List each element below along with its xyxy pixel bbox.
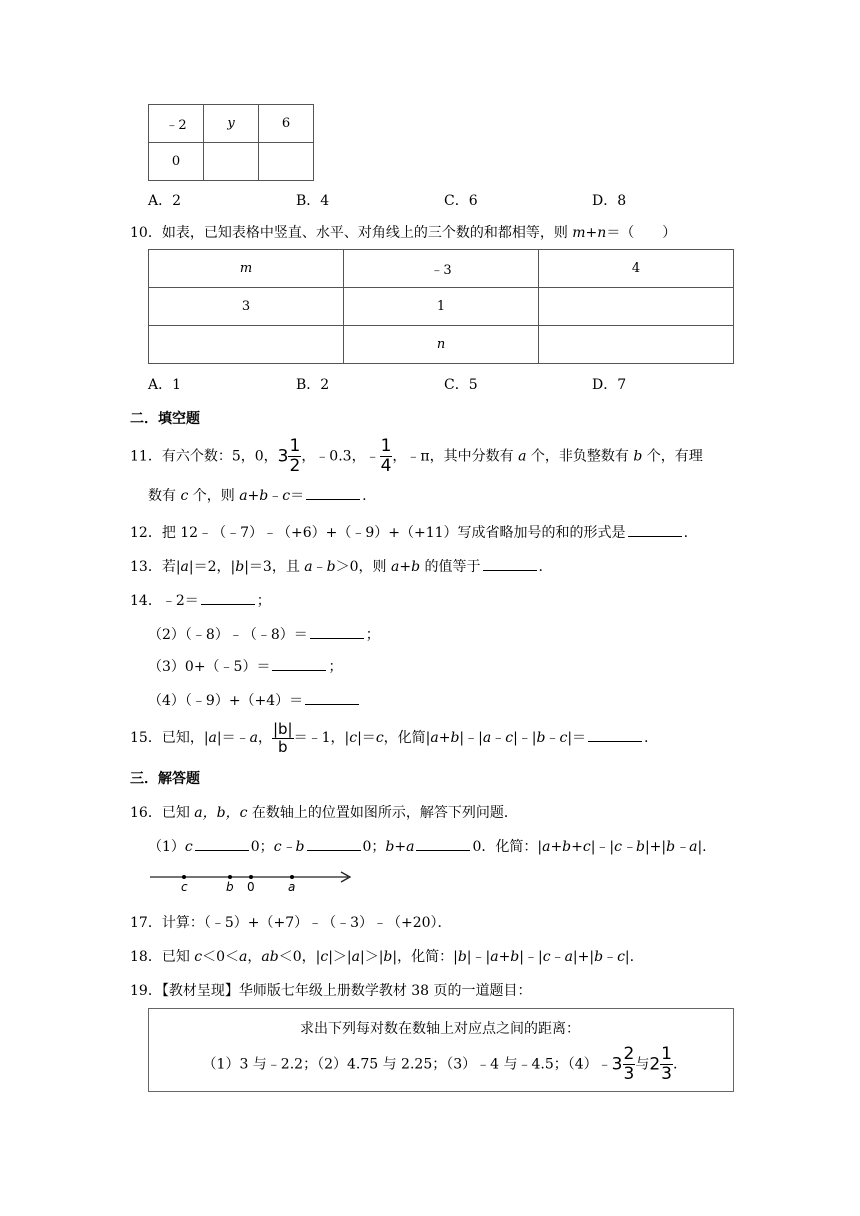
section-title-answer: 三．解答题 <box>130 771 200 787</box>
fraction <box>623 1046 636 1083</box>
q17-text: 计算：（﹣5）+（+7）﹣（﹣3）﹣（+20）． <box>161 915 452 931</box>
var: a <box>208 730 217 746</box>
q16-part1 <box>148 836 707 856</box>
q10-cell: n <box>344 326 539 364</box>
var: b <box>594 949 604 965</box>
fraction <box>272 719 294 756</box>
q9-cell <box>204 143 259 181</box>
expr: a+b <box>239 488 269 504</box>
q10-text: 如表，已知表格中竖直、水平、对角线上的三个数的和都相等，则 <box>161 225 573 241</box>
q10-table <box>148 249 734 364</box>
answer-blank[interactable] <box>306 498 360 500</box>
q15-text: |﹣| <box>459 730 483 746</box>
q18-text: |＞| <box>359 949 384 965</box>
q10-cell <box>539 288 734 326</box>
box-text: 与 <box>635 1056 650 1073</box>
var: a <box>239 949 248 965</box>
point-c <box>182 875 186 879</box>
question-number: 12． <box>130 525 162 541</box>
q18-text: ， <box>247 949 262 965</box>
q13-text: ＞0，则 <box>335 559 387 575</box>
q11-text: ，﹣0.3，﹣ <box>301 448 380 465</box>
fraction-denominator: b <box>278 737 288 756</box>
answer-blank[interactable] <box>588 740 642 742</box>
q10-cell: 3 <box>149 288 344 326</box>
q18 <box>130 946 634 966</box>
q13-text: 的值等于 <box>424 559 481 575</box>
expr: c <box>559 730 568 746</box>
q19-text: 【教材呈现】华师版七年级上册数学教材 38 页的一道题目： <box>161 983 532 999</box>
question-number: 11． <box>130 448 162 465</box>
question-number: 13． <box>130 559 162 575</box>
number-line-figure <box>148 866 358 894</box>
q11-text: 个，则 <box>192 488 235 504</box>
q11-text: ，﹣π，其中分数有 <box>392 448 514 465</box>
var: a，b，c <box>194 805 248 821</box>
q16-text: （1） <box>148 839 185 855</box>
var: c <box>349 730 358 746</box>
q9-table <box>148 104 314 181</box>
q11-text: 数有 <box>148 488 176 504</box>
q14-text: ﹣2＝ <box>161 593 199 609</box>
var: c <box>375 730 384 746</box>
q9-option-c: C．6 <box>444 193 478 209</box>
question-number: 18． <box>130 949 162 965</box>
q18-text: 已知 <box>161 949 190 965</box>
q10-option-a: A．1 <box>148 377 182 393</box>
point-b <box>228 875 232 879</box>
q16-text: |+| <box>644 839 667 855</box>
q11-text: 有六个数：5，0， <box>161 448 278 465</box>
q14-text: （2）（﹣8）﹣（﹣8）＝ <box>148 627 308 643</box>
expr: a+b <box>391 559 421 575</box>
fraction-numerator: 1 <box>380 436 392 456</box>
expr: a+b+c <box>542 839 591 855</box>
q10-option-c: C．5 <box>444 377 478 393</box>
q9-option-b: B．4 <box>296 193 330 209</box>
var: a <box>518 448 527 465</box>
axis-label-b: b <box>226 880 234 894</box>
question-number: 17． <box>130 915 162 931</box>
var: a <box>564 949 573 965</box>
q10-cell <box>539 326 734 364</box>
answer-blank[interactable] <box>272 669 326 671</box>
q16-text: 0； <box>362 839 386 855</box>
q10-option-b: B．2 <box>296 377 330 393</box>
q16-text: |. <box>697 839 707 855</box>
var: c <box>542 949 551 965</box>
var: ab <box>261 949 279 965</box>
q10-stem <box>130 222 676 242</box>
q14-line1 <box>130 590 271 610</box>
var: c <box>184 839 193 855</box>
answer-blank[interactable] <box>305 703 359 705</box>
expr: c﹣b <box>614 839 645 855</box>
expr: c﹣b <box>273 839 305 855</box>
q9-cell: y <box>204 105 259 143</box>
fraction-numerator: |b| <box>272 719 293 738</box>
fraction <box>288 438 301 475</box>
q10-var: m+n <box>572 225 607 241</box>
q15-text: ﹣ <box>491 730 506 746</box>
point-a <box>290 875 294 879</box>
q13-text: ﹣ <box>312 559 327 575</box>
expr: c <box>505 730 514 746</box>
axis-label-zero: 0 <box>247 880 255 894</box>
question-number: 14． <box>130 593 162 609</box>
var: b <box>457 949 467 965</box>
q18-text: |＞| <box>328 949 352 965</box>
q18-text: |﹣| <box>519 949 543 965</box>
q9-option-d: D．8 <box>592 193 627 209</box>
section-title-fill-in: 二．填空题 <box>130 411 200 427</box>
q16-text: 在数轴上的位置如图所示，解答下列问题． <box>251 805 518 821</box>
fraction-denominator: 2 <box>289 456 301 476</box>
q14-line4 <box>148 690 361 710</box>
q15-text: ，化简| <box>383 730 431 746</box>
q15-text: |＝﹣ <box>216 730 250 746</box>
q13-text: |＝2，| <box>188 559 236 575</box>
mixed-whole: 3 <box>611 1054 623 1075</box>
q17 <box>130 912 452 932</box>
mixed-whole: 3 <box>277 446 289 467</box>
q19-stem <box>130 980 532 1000</box>
q9-cell <box>259 143 314 181</box>
box-text: （1）3 与﹣2.2；（2）4.75 与 2.25；（3）﹣4 与﹣4.5；（4）﹣ <box>202 1056 612 1073</box>
q9-option-a: A．2 <box>148 193 182 209</box>
q9-cell: 6 <box>259 105 314 143</box>
q11-line2 <box>148 485 367 505</box>
answer-blank[interactable] <box>201 603 255 605</box>
q15-text: ， <box>257 730 272 746</box>
fraction <box>380 438 393 475</box>
q11-text: 个，非负整数有 <box>530 448 629 465</box>
question-number: 10． <box>130 225 162 241</box>
var: a <box>180 559 189 575</box>
q18-text: |﹣| <box>466 949 491 965</box>
q18-text: ＜0＜ <box>202 949 240 965</box>
q16-text: 已知 <box>161 805 190 821</box>
q13 <box>130 556 543 576</box>
question-number: 19． <box>130 983 162 999</box>
q15-text: |﹣| <box>513 730 537 746</box>
fraction-denominator: 3 <box>661 1064 672 1084</box>
fraction-denominator: 4 <box>380 456 392 476</box>
q18-text: ﹣ <box>603 949 618 965</box>
var: c <box>617 949 625 965</box>
q12-text: . <box>683 525 689 541</box>
fraction-denominator: 3 <box>623 1064 635 1084</box>
q13-text: . <box>538 559 543 575</box>
question-number: 15． <box>130 730 162 746</box>
q9-cell: ﹣2 <box>149 105 204 143</box>
var: c <box>180 488 189 504</box>
expr: a+b <box>490 949 520 965</box>
q10-text: ＝（ ） <box>606 225 677 241</box>
q10-cell: ﹣3 <box>344 250 539 288</box>
q18-text: |. <box>624 949 635 965</box>
q14-line2 <box>148 624 380 644</box>
q15-text: ＝﹣1，| <box>293 730 350 746</box>
fraction-numerator: 1 <box>661 1044 672 1064</box>
q15-text: |＝ <box>567 730 587 746</box>
q15-text: . <box>644 730 649 746</box>
var: b <box>235 559 245 575</box>
mixed-whole: 2 <box>649 1054 661 1075</box>
answer-blank[interactable] <box>307 849 361 851</box>
q18-text: |，化简：| <box>392 949 458 965</box>
q11-text: ＝ <box>290 488 305 504</box>
q13-text: 若| <box>161 559 181 575</box>
q15-text: |＝ <box>357 730 376 746</box>
q16-text: 0．化简：| <box>472 839 543 855</box>
var: b <box>326 559 336 575</box>
q14-text: （3）0+（﹣5）＝ <box>148 659 271 675</box>
answer-blank[interactable] <box>416 849 470 851</box>
q15-text: 已知，| <box>161 730 209 746</box>
q16-text: |﹣| <box>590 839 615 855</box>
q12 <box>130 522 688 542</box>
var: c <box>194 949 203 965</box>
box-text: . <box>672 1056 678 1073</box>
q16-text: 0； <box>250 839 274 855</box>
expr: a+b <box>430 730 460 746</box>
q10-cell: 4 <box>539 250 734 288</box>
q14-text: ； <box>256 593 271 609</box>
q16-stem <box>130 802 518 822</box>
answer-blank[interactable] <box>310 637 364 639</box>
answer-blank[interactable] <box>483 569 537 571</box>
q10-cell <box>149 326 344 364</box>
q18-text: |+| <box>572 949 595 965</box>
q13-text: |＝3，且 <box>244 559 300 575</box>
point-zero <box>249 875 253 879</box>
q11-text: ﹣ <box>268 488 283 504</box>
box-line2 <box>148 1044 732 1084</box>
fraction-numerator: 1 <box>289 436 301 456</box>
question-number: 16． <box>130 805 162 821</box>
fraction-numerator: 2 <box>623 1044 635 1064</box>
q11-text: . <box>362 488 367 504</box>
q12-text: 把 12﹣（﹣7）﹣（+6）+（﹣9）+（+11）写成省略加号的和的形式是 <box>161 525 626 541</box>
fraction <box>660 1046 673 1083</box>
q15 <box>130 720 648 756</box>
var: b <box>383 949 393 965</box>
box-line1: 求出下列每对数在数轴上对应点之间的距离： <box>300 1021 580 1037</box>
q9-cell: 0 <box>149 143 204 181</box>
expr: a <box>482 730 492 746</box>
var: b <box>633 448 643 465</box>
expr: c <box>282 488 291 504</box>
var: c <box>320 949 329 965</box>
q11-line1 <box>130 438 703 474</box>
expr: b <box>536 730 546 746</box>
var: a <box>351 949 360 965</box>
q10-option-d: D．7 <box>592 377 627 393</box>
answer-blank[interactable] <box>628 535 682 537</box>
axis-label-c: c <box>181 880 188 894</box>
q14-text: （4）（﹣9）+（+4）＝ <box>148 693 304 709</box>
var: a <box>304 559 313 575</box>
q11-text: 个，有理 <box>646 448 703 465</box>
q18-text: ＜0，| <box>278 949 321 965</box>
q10-cell: m <box>149 250 344 288</box>
expr: b﹣a <box>666 839 698 855</box>
answer-blank[interactable] <box>195 849 249 851</box>
q14-line3 <box>148 656 342 676</box>
expr: b+a <box>385 839 415 855</box>
q10-cell: 1 <box>344 288 539 326</box>
q18-text: ﹣ <box>550 949 565 965</box>
q14-text: ； <box>328 659 343 675</box>
var: a <box>249 730 258 746</box>
q15-text: ﹣ <box>545 730 560 746</box>
q14-text: ； <box>365 627 380 643</box>
axis-label-a: a <box>288 880 296 894</box>
